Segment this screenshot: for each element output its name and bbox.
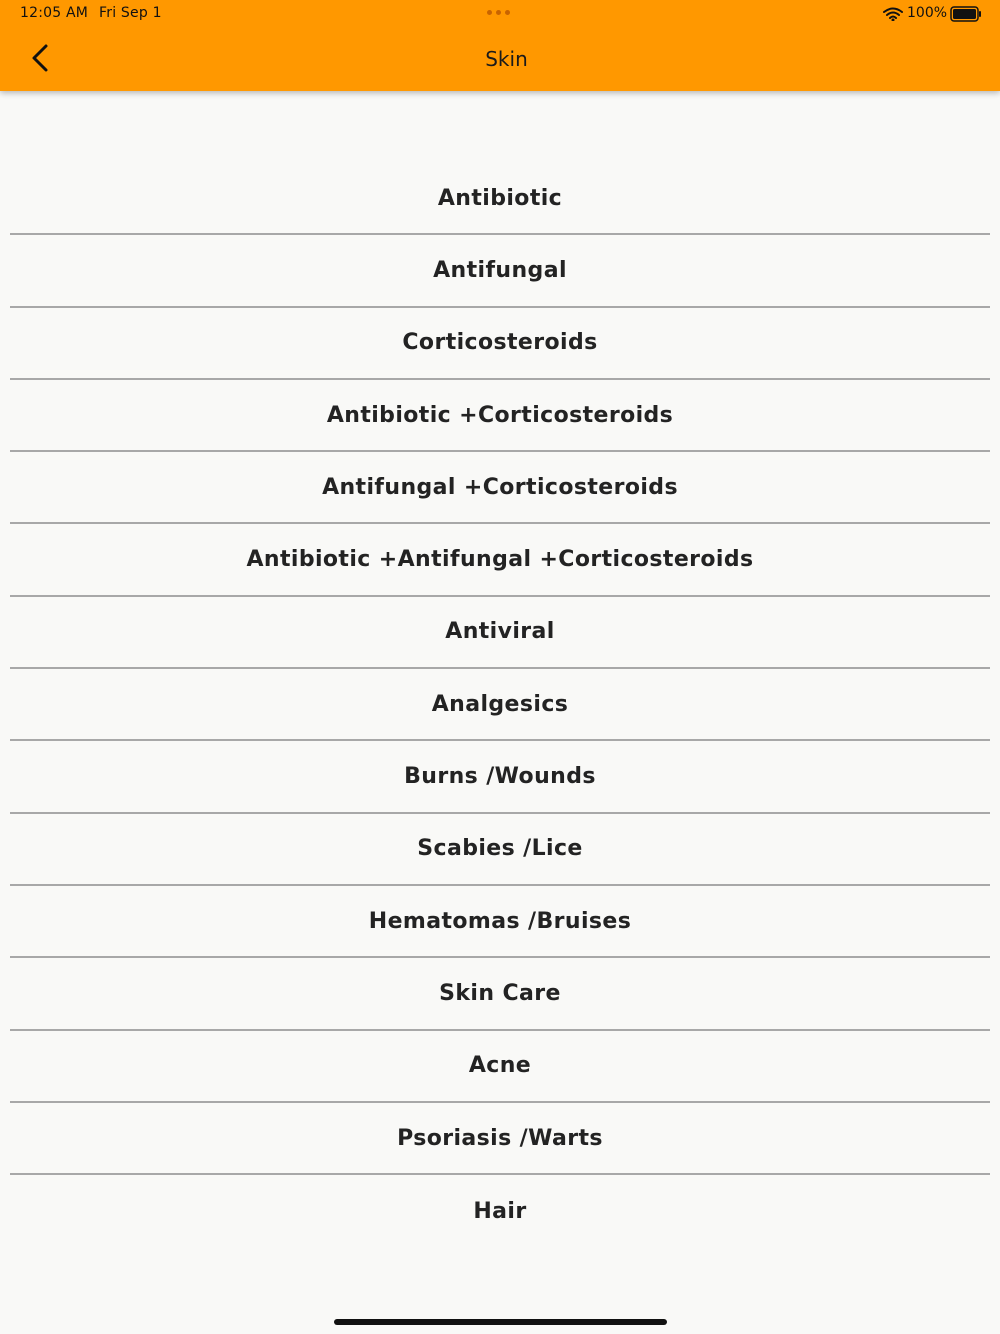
page-title: Skin bbox=[485, 47, 528, 71]
dot bbox=[487, 10, 492, 15]
list-item-psoriasis-warts[interactable]: Psoriasis /Warts bbox=[10, 1103, 990, 1175]
list-item-antibiotic-corticosteroids[interactable]: Antibiotic +Corticosteroids bbox=[10, 380, 990, 452]
list-item-antifungal-corticosteroids[interactable]: Antifungal +Corticosteroids bbox=[10, 452, 990, 524]
list-item-hematomas-bruises[interactable]: Hematomas /Bruises bbox=[10, 886, 990, 958]
list-item-skin-care[interactable]: Skin Care bbox=[10, 958, 990, 1030]
list-item-analgesics[interactable]: Analgesics bbox=[10, 669, 990, 741]
battery-percent: 100% bbox=[907, 5, 948, 21]
navigation-header bbox=[0, 0, 1000, 91]
status-date: Fri Sep 1 bbox=[99, 5, 162, 21]
list-item-acne[interactable]: Acne bbox=[10, 1031, 990, 1103]
list-item-antibiotic[interactable]: Antibiotic bbox=[10, 163, 990, 235]
list-item-hair[interactable]: Hair bbox=[473, 1198, 527, 1224]
list-item-antibiotic-antifungal-corticosteroids[interactable]: Antibiotic +Antifungal +Corticosteroids bbox=[10, 524, 990, 596]
list-item-corticosteroids[interactable]: Corticosteroids bbox=[10, 308, 990, 380]
status-bar bbox=[0, 0, 1000, 28]
list-item-burns-wounds[interactable]: Burns /Wounds bbox=[10, 741, 990, 813]
status-time: 12:05 AM bbox=[20, 5, 89, 21]
list-item-antiviral[interactable]: Antiviral bbox=[10, 597, 990, 669]
skin-category-list bbox=[10, 163, 990, 1247]
wifi-icon bbox=[883, 7, 903, 21]
dot bbox=[505, 10, 510, 15]
list-item-antifungal[interactable]: Antifungal bbox=[10, 235, 990, 307]
multitask-dots-icon[interactable] bbox=[487, 10, 510, 15]
list-item-scabies-lice[interactable]: Scabies /Lice bbox=[10, 814, 990, 886]
home-indicator[interactable] bbox=[334, 1319, 667, 1325]
dot bbox=[496, 10, 501, 15]
battery-icon bbox=[950, 6, 982, 22]
